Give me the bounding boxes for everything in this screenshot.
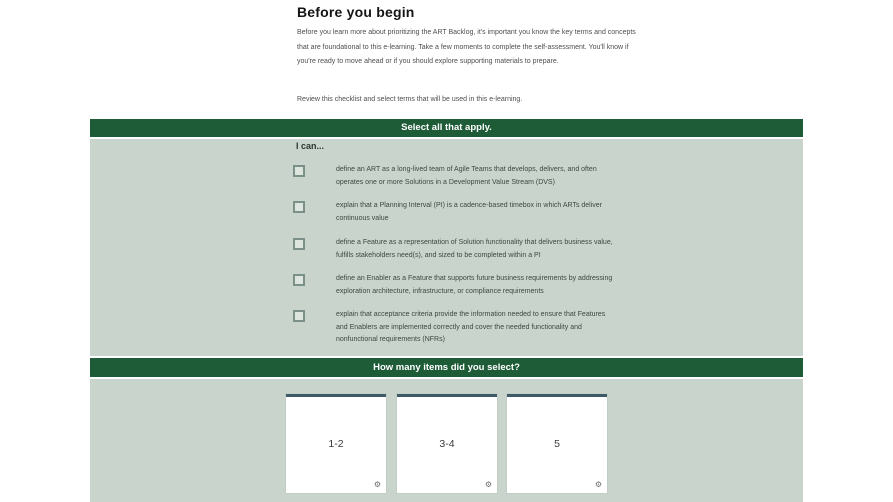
checklist-item-define-enabler[interactable] (293, 273, 623, 298)
checklist-item-define-feature[interactable] (293, 237, 623, 262)
checklist-item-label: define a Feature as a representation of Solution functionality that delivers business value, fulfills stakeholders need(s), and sized to be completed within a PI (336, 239, 613, 259)
answer-card-3-4[interactable] (397, 394, 497, 493)
answer-card-label: 1-2 (328, 438, 344, 450)
checklist-item-define-art[interactable] (293, 164, 623, 189)
answer-card-label: 5 (554, 438, 560, 450)
checklist-item-acceptance-criteria[interactable] (293, 309, 623, 347)
answer-card-label: 3-4 (439, 438, 455, 450)
checkbox-unchecked-icon[interactable] (293, 274, 305, 286)
gear-icon: ⚙ (594, 480, 602, 489)
answer-card-1-2[interactable] (286, 394, 386, 493)
gear-icon: ⚙ (373, 480, 381, 489)
checklist-item-planning-interval[interactable] (293, 200, 623, 225)
checklist-item-label: define an Enabler as a Feature that supports future business requirements by addressing exploration architecture, infrastructure, or compliance requirements (336, 275, 613, 295)
instruction-paragraph: Review this checklist and select terms that will be used in this e-learning. (297, 96, 523, 103)
checklist-item-label: define an ART as a long-lived team of Agile Teams that develops, delivers, and often operates one or more Solutions in a Development Value Stream (DVS) (336, 166, 597, 186)
checkbox-unchecked-icon[interactable] (293, 165, 305, 177)
gear-icon: ⚙ (484, 480, 492, 489)
count-question-banner: How many items did you select? (90, 358, 803, 377)
checkbox-unchecked-icon[interactable] (293, 201, 305, 213)
checklist-title: I can... (296, 141, 325, 151)
select-all-banner: Select all that apply. (90, 119, 803, 137)
answer-card-5[interactable] (507, 394, 607, 493)
page-title: Before you begin (297, 4, 415, 20)
checkbox-unchecked-icon[interactable] (293, 310, 305, 322)
intro-paragraph: Before you learn more about prioritizing the ART Backlog, it's important you know the key terms and concepts that are foundational to this e-learning. Take a few moments to complete the self-assessment. You'll know if you're ready to move ahead or if you should explore supporting materials to prepare. (297, 29, 636, 65)
checklist-item-label: explain that a Planning Interval (PI) is a cadence-based timebox in which ARTs deliver continuous value (336, 202, 603, 222)
checklist-item-label: explain that acceptance criteria provide the information needed to ensure that Features and Enablers are implemented correctly and cover the needed functionality and nonfunctional requirements (NFRs) (336, 311, 606, 343)
checkbox-unchecked-icon[interactable] (293, 238, 305, 250)
